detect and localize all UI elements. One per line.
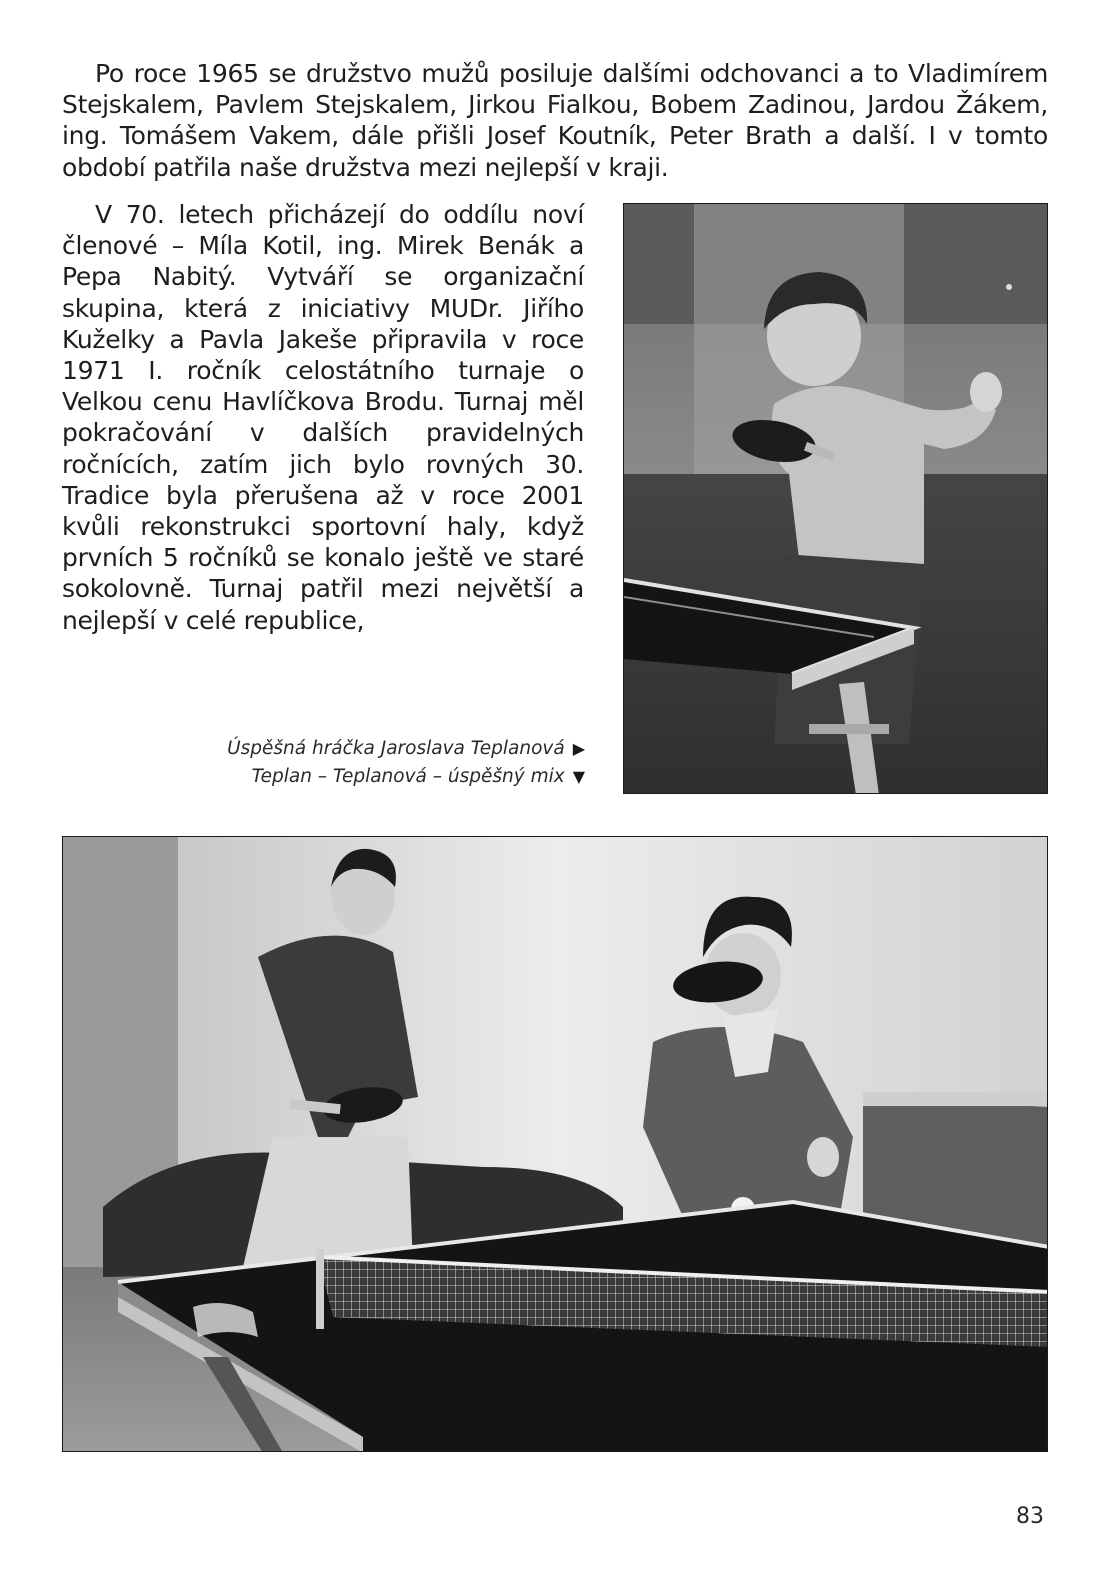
caption-bottom-photo xyxy=(227,763,585,791)
arrow-right-icon: ▶ xyxy=(572,739,585,758)
paragraph-2: V 70. letech přicházejí do oddílu noví členové – Míla Kotil, ing. Mirek Benák a Pepa Nabitý. Vytváří se organizační skupina, která z iniciativy MUDr. Jiřího Kuželky a Pavla Jakeše připravila v roce 1971 I. ročník celostátního turnaje o Velkou cenu Havlíčkova Brodu. Turnaj měl pokračování v dalších pravidelných ročnících, zatím jich bylo rovných 30. Tradice byla přerušena až v roce 2001 kvůli rekonstrukci sportovní haly, když prvních 5 ročníků se konalo ještě ve staré sokolovně. Turnaj patřil mezi největší a nejlepší v celé republice, xyxy=(62,200,584,635)
photo-captions xyxy=(227,735,585,791)
caption-top-photo xyxy=(227,735,585,763)
caption-text: Teplan – Teplanová – úspěšný mix xyxy=(251,766,565,787)
photo-woman-player xyxy=(623,203,1048,794)
caption-text: Úspěšná hráčka Jaroslava Teplanová xyxy=(227,738,565,759)
paragraph-1: Po roce 1965 se družstvo mužů posiluje dalšími odchovanci a to Vladimírem Stejskalem, Pavlem Stejskalem, Jirkou Fialkou, Bobem Zadinou, Jardou Žákem, ing. Tomášem Vakem, dále přišli Josef Koutník, Peter Brath a další. I v tomto období patřila naše družstva mezi nejlepší v kraji. xyxy=(62,59,1048,182)
page-number: 83 xyxy=(1016,1504,1044,1529)
arrow-down-icon: ▼ xyxy=(572,767,585,786)
photo-mixed-doubles xyxy=(62,836,1048,1452)
